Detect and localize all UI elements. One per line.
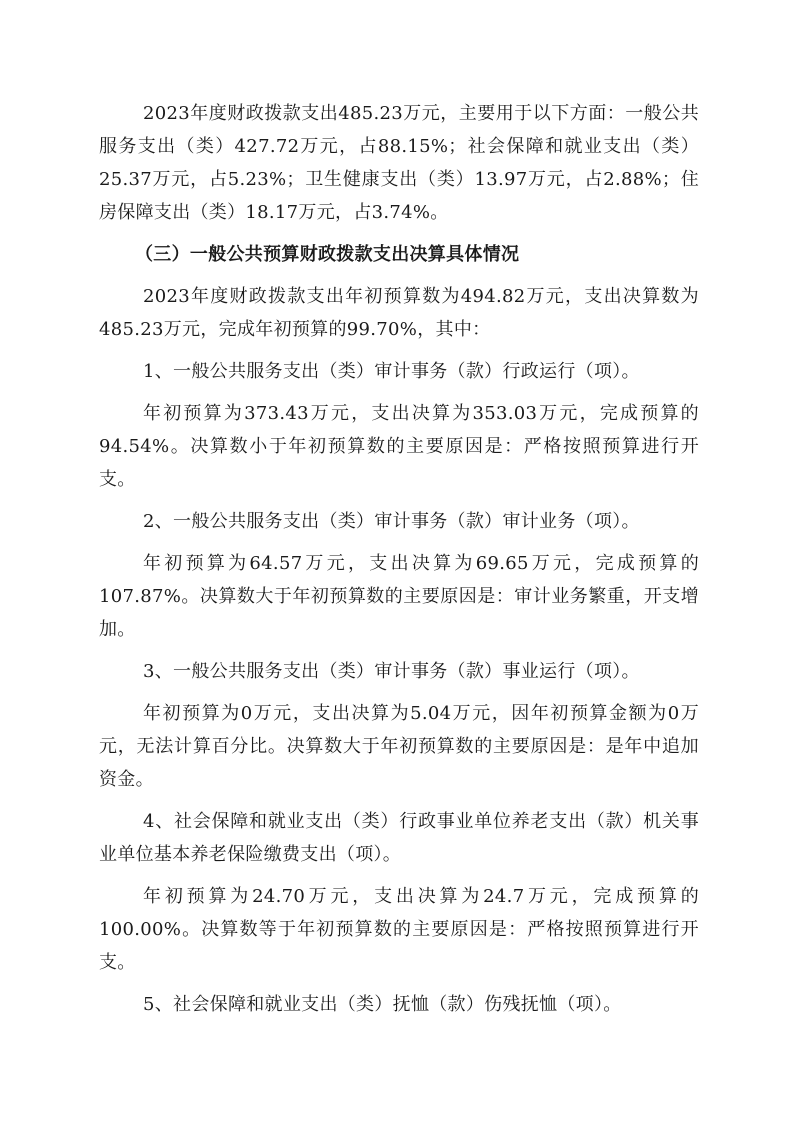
item-heading-2: 2、一般公共服务支出（类）审计事务（款）审计业务（项）。 (143, 511, 640, 532)
item-heading-4: 4、社会保障和就业支出（类）行政事业单位养老支出（款）机关事业单位基本养老保险缴费支出（项）。 (99, 811, 699, 865)
item-detail-3: 年初预算为0万元，支出决算为5.04万元，因年初预算金额为0万元，无法计算百分比。决算数大于年初预算数的主要原因是：是年中追加资金。 (99, 703, 699, 790)
document-body (99, 97, 699, 1021)
item-detail-2: 年初预算为64.57万元，支出决算为69.65万元，完成预算的107.87%。决算数大于年初预算数的主要原因是：审计业务繁重，开支增加。 (99, 553, 699, 640)
item-heading-1: 1、一般公共服务支出（类）审计事务（款）行政运行（项）。 (143, 361, 640, 382)
item-heading-3: 3、一般公共服务支出（类）审计事务（款）事业运行（项）。 (143, 661, 640, 682)
paragraph-expenditure-summary: 2023年度财政拨款支出485.23万元，主要用于以下方面：一般公共服务支出（类）427.72万元，占88.15%；社会保障和就业支出（类）25.37万元，占5.23%；卫生健康支出（类）13.97万元，占2.88%；住房保障支出（类）18.17万元，占3.74%。 (99, 103, 699, 223)
paragraph-budget-overview: 2023年度财政拨款支出年初预算数为494.82万元，支出决算数为485.23万元，完成年初预算的99.70%，其中： (99, 286, 699, 340)
section-heading-3: （三）一般公共预算财政拨款支出决算具体情况 (135, 244, 520, 265)
item-detail-4: 年初预算为24.70万元，支出决算为24.7万元，完成预算的100.00%。决算数等于年初预算数的主要原因是：严格按照预算进行开支。 (99, 886, 699, 973)
item-detail-1: 年初预算为373.43万元，支出决算为353.03万元，完成预算的94.54%。决算数小于年初预算数的主要原因是：严格按照预算进行开支。 (99, 403, 699, 490)
item-heading-5: 5、社会保障和就业支出（类）抚恤（款）伤残抚恤（项）。 (143, 994, 622, 1015)
